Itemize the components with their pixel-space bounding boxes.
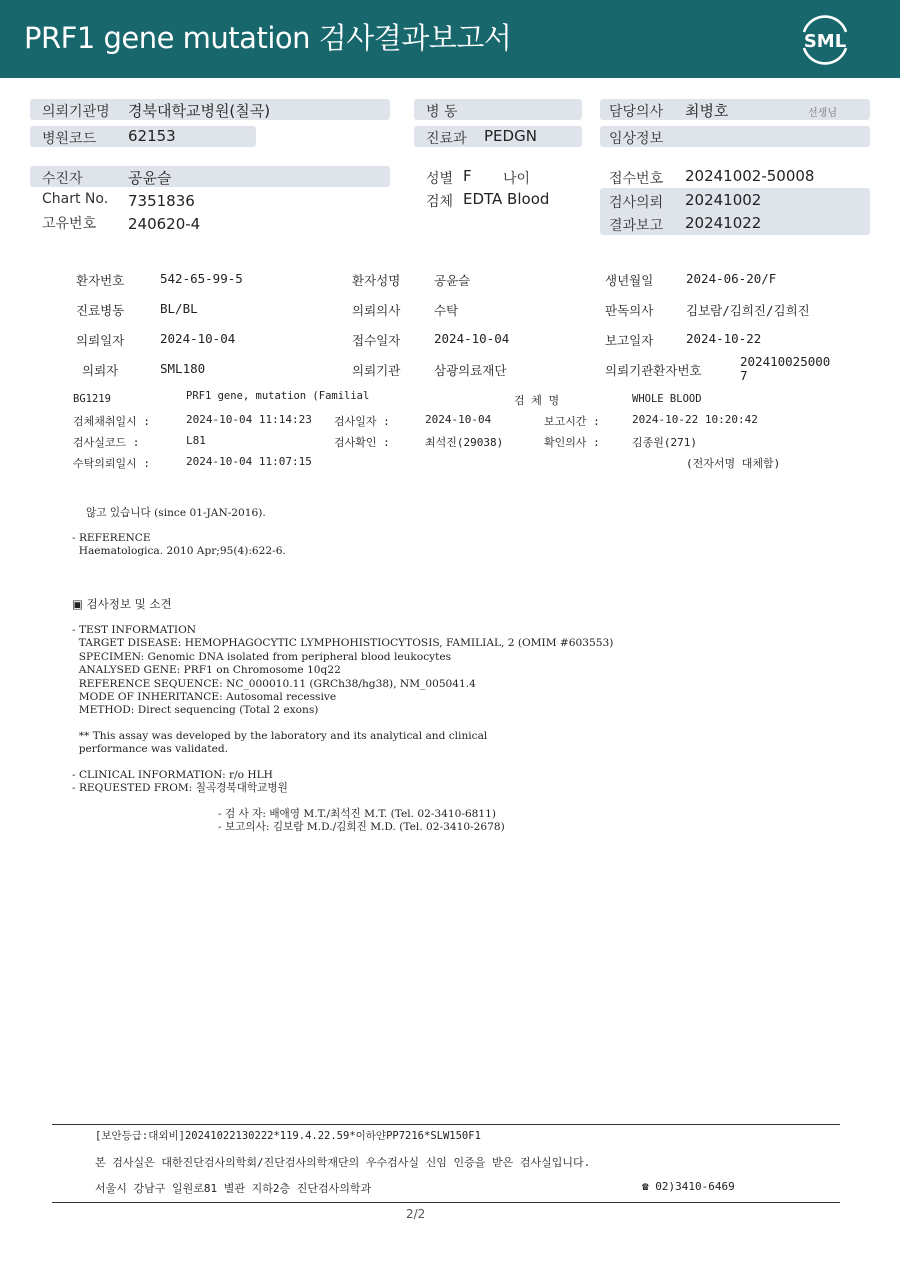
scan-req-doctor: 수탁 — [434, 303, 459, 318]
footer-address: 서울시 강남구 일원로81 별관 지하2층 진단검사의학과 — [95, 1182, 372, 1195]
scan-approve-label: 확인의사 : — [544, 436, 600, 449]
scan-consign: 2024-10-04 11:07:15 — [186, 455, 312, 468]
footer-bottom-line — [52, 1202, 840, 1203]
scan-req-inst-label: 의뢰기관 — [352, 363, 401, 378]
scan-test-date-label: 검사일자 : — [334, 415, 390, 428]
scan-req-doctor-label: 의뢰의사 — [352, 303, 401, 318]
doctor-label: 담당의사 — [609, 104, 664, 120]
scan-read-doctor: 김보람/김희진/김희진 — [686, 303, 810, 318]
footer-security: [보안등급:대외비]20241022130222*119.4.22.59*이하얀PP7216*SLW150F1 — [95, 1130, 481, 1142]
patient-pill — [30, 166, 390, 187]
scan-test-date: 2024-10-04 — [425, 413, 492, 426]
dept-label: 진료과 — [426, 131, 467, 147]
unique-label: 고유번호 — [42, 216, 97, 232]
scan-report-time: 2024-10-22 10:20:42 — [632, 413, 758, 426]
reference-block: - REFERENCE Haematologica. 2010 Apr;95(4):622-6. — [72, 532, 286, 558]
scan-req-inst: 삼광의료재단 — [434, 363, 507, 378]
scan-lab-code-label: 검사실코드 : — [73, 436, 140, 449]
footer-top-line — [52, 1124, 840, 1125]
age-label: 나이 — [503, 171, 531, 187]
scan-inst-patient-no-1: 202410025000 — [740, 354, 831, 369]
report-value: 20241022 — [685, 214, 762, 232]
institution-value: 경북대학교병원(칠곡) — [128, 102, 271, 120]
scan-patient-name: 공윤슬 — [434, 273, 471, 288]
scan-collect-label: 검체채취일시 : — [73, 415, 151, 428]
clinical-label: 임상정보 — [609, 131, 664, 147]
chart-value: 7351836 — [128, 192, 195, 210]
institution-label: 의뢰기관명 — [42, 104, 110, 120]
request-label: 검사의뢰 — [609, 195, 664, 211]
scan-requester-label: 의뢰자 — [82, 363, 119, 378]
staff-block: - 검 사 자: 배애영 M.T./최석진 M.T. (Tel. 02-3410-6811) - 보고의사: 김보람 M.D./김희진 M.D. (Tel. 02-3410-2678) — [218, 808, 505, 834]
unique-value: 240620-4 — [128, 215, 201, 233]
report-title: PRF1 gene mutation 검사결과보고서 — [24, 21, 512, 55]
scan-report-time-label: 보고시간 : — [544, 415, 600, 428]
scan-inst-patient-no-label: 의뢰기관환자번호 — [605, 363, 702, 378]
sml-logo — [796, 12, 854, 66]
scan-patient-name-label: 환자성명 — [352, 273, 401, 288]
since-line: 않고 있습니다 (since 01-JAN-2016). — [86, 507, 266, 519]
scan-ward-label: 진료병동 — [76, 303, 125, 318]
section-title: ▣ 검사정보 및 소견 — [72, 597, 172, 611]
scan-collect: 2024-10-04 11:14:23 — [186, 413, 312, 426]
report-header — [0, 0, 900, 78]
test-info-block: - TEST INFORMATION TARGET DISEASE: HEMOPHAGOCYTIC LYMPHOHISTIOCYTOSIS, FAMILIAL, 2 (OMIM #603553) SPECIMEN: Genomic DNA isolated from peripheral blood leukocytes ANALYSED GENE: PRF1 on Chromosome 10q22 REFERENCE SEQUENCE: NC_000010.11 (GRCh38/hg38), NM_005041.4 MODE OF INHERITANCE: Autosomal recessive METHOD: Direct sequencing (Total 2 exons) — [72, 624, 614, 717]
receipt-value: 20241002-50008 — [685, 167, 815, 185]
scan-confirm-label: 검사확인 : — [334, 436, 390, 449]
footer-cert: 본 검사실은 대한진단검사의학회/진단검사의학재단의 우수검사실 신임 인증을 받은 검사실입니다. — [95, 1156, 591, 1169]
report-label: 결과보고 — [609, 218, 664, 234]
assay-block: ** This assay was developed by the laboratory and its analytical and clinical performance was validated. — [78, 730, 488, 756]
scan-rcv-date: 2024-10-04 — [434, 331, 510, 346]
scan-patient-no: 542-65-99-5 — [160, 271, 243, 286]
scan-req-date: 2024-10-04 — [160, 331, 236, 346]
patient-label: 수진자 — [42, 171, 83, 187]
footer-phone: ☎ 02)3410-6469 — [642, 1180, 735, 1193]
scan-consign-label: 수탁의뢰일시 : — [73, 457, 151, 470]
scan-req-date-label: 의뢰일자 — [76, 333, 125, 348]
doctor-suffix: 선생님 — [808, 108, 837, 119]
scan-requester: SML180 — [160, 361, 206, 376]
scan-rpt-date-label: 보고일자 — [605, 333, 654, 348]
ward-label: 병 동 — [426, 104, 458, 120]
scan-specimen-name: WHOLE BLOOD — [632, 393, 702, 405]
specimen-label: 검체 — [426, 194, 454, 210]
chart-label: Chart No. — [42, 191, 109, 207]
hosp-code-value: 62153 — [128, 127, 176, 145]
patient-value: 공윤슬 — [128, 169, 172, 187]
scan-test-name: PRF1 gene, mutation (Familial — [186, 390, 370, 402]
scan-rcv-date-label: 접수일자 — [352, 333, 401, 348]
clinical-block: - CLINICAL INFORMATION: r/o HLH - REQUESTED FROM: 칠곡경북대학교병원 — [72, 769, 288, 795]
hosp-code-label: 병원코드 — [42, 131, 97, 147]
scan-esign-note: (전자서명 대체함) — [686, 457, 781, 470]
scan-patient-no-label: 환자번호 — [76, 273, 125, 288]
scan-read-doctor-label: 판독의사 — [605, 303, 654, 318]
scan-inst-patient-no-2: 7 — [740, 368, 748, 383]
logo-text: SML — [803, 31, 847, 52]
doctor-value: 최병호 — [685, 102, 729, 120]
scan-test-code: BG1219 — [73, 393, 111, 405]
scan-birth: 2024-06-20/F — [686, 271, 777, 286]
request-value: 20241002 — [685, 191, 762, 209]
specimen-value: EDTA Blood — [463, 190, 550, 208]
page-number: 2/2 — [406, 1207, 426, 1221]
scan-confirm: 최석진(29038) — [425, 436, 504, 449]
scan-ward: BL/BL — [160, 301, 198, 316]
scan-specimen-name-label: 검 체 명 — [514, 394, 560, 407]
sex-value: F — [463, 167, 472, 185]
dept-value: PEDGN — [484, 127, 537, 145]
scan-birth-label: 생년월일 — [605, 273, 654, 288]
sex-label: 성별 — [426, 171, 454, 187]
scan-approve: 김종원(271) — [632, 436, 697, 449]
scan-rpt-date: 2024-10-22 — [686, 331, 762, 346]
scan-lab-code: L81 — [186, 434, 206, 447]
receipt-label: 접수번호 — [609, 171, 664, 187]
